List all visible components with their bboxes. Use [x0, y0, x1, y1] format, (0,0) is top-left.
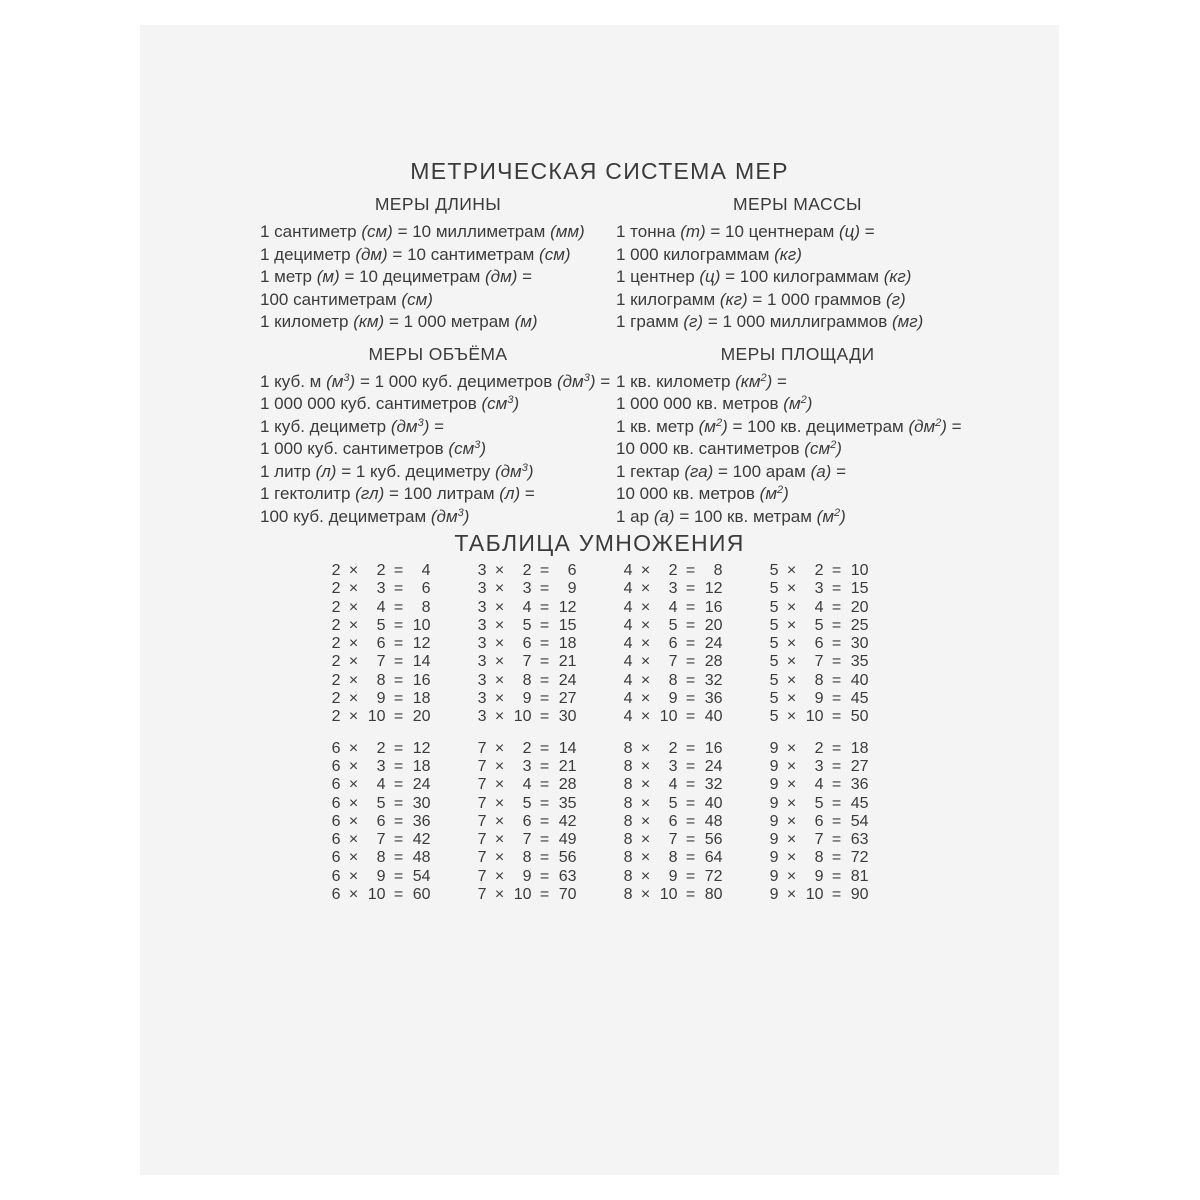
- multiplication-equation: 4 × 9 = 36: [623, 690, 723, 708]
- multiplication-equation: 7 × 6 = 42: [477, 812, 577, 830]
- multiplication-equation: 5 × 9 = 45: [769, 690, 869, 708]
- multiplication-equation: 4 × 7 = 28: [623, 653, 723, 671]
- multiplication-equation: 2 × 3 = 6: [331, 580, 431, 598]
- multiplication-equation: 6 × 6 = 36: [331, 812, 431, 830]
- multiplication-column-3: [477, 562, 577, 727]
- multiplication-equation: 4 × 6 = 24: [623, 635, 723, 653]
- measure-line: 1 куб. дециметр $(дм^3)$ =: [260, 416, 445, 436]
- measure-line: 1 грамм (г) = 1 000 миллиграммов (мг): [616, 312, 924, 331]
- measure-line: 1 дециметр (дм) = 10 сантиметрам (см): [260, 244, 571, 264]
- multiplication-equation: 3 × 5 = 15: [477, 616, 577, 634]
- measure-line: 1 000 килограммам (кг): [616, 244, 802, 264]
- superscript: 3: [507, 394, 514, 406]
- multiplication-equation: 4 × 8 = 32: [623, 671, 723, 689]
- superscript: 3: [474, 439, 481, 451]
- measure-line: 1 метр (м) = 10 дециметрам (дм) =: [260, 267, 533, 286]
- measure-line: 1 тонна (т) = 10 центнерам (ц) =: [616, 222, 875, 241]
- superscript: 3: [457, 506, 464, 519]
- measure-line: 1 000 000 кв. метров $(м^2)$: [616, 394, 813, 413]
- multiplication-equation: 8 × 4 = 32: [623, 776, 723, 794]
- multiplication-column-4: [623, 562, 723, 727]
- measure-line: 100 сантиметрам (см): [260, 289, 433, 309]
- multiplication-equation: 7 × 7 = 49: [477, 831, 577, 849]
- measure-line: 1 центнер (ц) = 100 килограммам (кг): [616, 267, 912, 286]
- superscript: 2: [800, 394, 807, 406]
- measure-line: 100 куб. дециметрам $(дм^3)$: [260, 506, 470, 526]
- multiplication-equation: 3 × 2 = 6: [477, 562, 577, 579]
- section-heading: МЕРЫ ДЛИНЫ: [374, 194, 502, 214]
- measure-line: 10 000 кв. сантиметров $(см^2)$: [616, 439, 842, 458]
- multiplication-equation: 7 × 4 = 28: [477, 776, 577, 794]
- measure-line: 1 ар (а) = 100 кв. метрам $(м^2)$: [616, 506, 846, 526]
- measure-line: 1 куб. м $(м^3) = 1$ 000 куб. дециметров $(дм^3)$ =: [260, 371, 611, 391]
- section-heading: МЕРЫ МАССЫ: [733, 194, 862, 214]
- section-lines: [616, 221, 979, 334]
- multiplication-equation: 7 × 2 = 14: [477, 739, 577, 757]
- page-title: МЕТРИЧЕСКАЯ СИСТЕМА МЕР: [410, 158, 789, 184]
- multiplication-equation: 2 × 7 = 14: [331, 653, 431, 671]
- superscript: 3: [417, 416, 424, 429]
- multiplication-equation: 8 × 6 = 48: [623, 812, 723, 830]
- multiplication-equation: 8 × 5 = 40: [623, 794, 723, 812]
- multiplication-equation: 4 × 5 = 20: [623, 616, 723, 634]
- multiplication-equation: 8 × 10 = 80: [623, 886, 723, 904]
- multiplication-equation: 2 × 8 = 16: [331, 671, 431, 689]
- measure-line: 1 кв. километр $(км^2)$ =: [616, 371, 787, 391]
- multiplication-equation: 6 × 9 = 54: [331, 867, 431, 885]
- section-area: [616, 334, 979, 529]
- multiplication-equation: 3 × 7 = 21: [477, 653, 577, 671]
- multiplication-equation: 3 × 4 = 12: [477, 598, 577, 616]
- multiplication-column-5: [769, 562, 869, 727]
- multiplication-equation: 8 × 3 = 24: [623, 757, 723, 775]
- multiplication-equation: 3 × 6 = 18: [477, 635, 577, 653]
- section-lines: [616, 371, 979, 529]
- measures-sections: [140, 184, 1059, 528]
- multiplication-column-9: [769, 740, 869, 905]
- multiplication-block-1: [331, 562, 869, 727]
- multiplication-equation: 5 × 7 = 35: [769, 653, 869, 671]
- multiplication-equation: 8 × 8 = 64: [623, 849, 723, 867]
- multiplication-equation: 2 × 9 = 18: [331, 690, 431, 708]
- multiplication-column-7: [477, 740, 577, 905]
- multiplication-equation: 9 × 4 = 36: [769, 776, 869, 794]
- multiplication-equation: 5 × 8 = 40: [769, 671, 869, 689]
- measure-line: 1 000 000 куб. сантиметров $(см^3)$: [260, 394, 520, 413]
- multiplication-column-2: [331, 562, 431, 727]
- multiplication-equation: 9 × 3 = 27: [769, 757, 869, 775]
- measure-line: 10 000 кв. метров $(м^2)$: [616, 484, 789, 503]
- section-mass: [616, 184, 979, 334]
- section-length: [260, 184, 616, 334]
- superscript: 2: [715, 416, 723, 429]
- multiplication-title: ТАБЛИЦА УМНОЖЕНИЯ: [454, 530, 745, 556]
- measure-line: 1 кв. метр $(м^2) = 100$ кв. дециметрам $(дм^2)$ =: [616, 416, 962, 436]
- multiplication-column-6: [331, 740, 431, 905]
- section-heading: МЕРЫ ПЛОЩАДИ: [720, 343, 875, 364]
- multiplication-equation: 5 × 5 = 25: [769, 616, 869, 634]
- superscript: 2: [777, 484, 784, 496]
- multiplication-equation: 3 × 10 = 30: [477, 708, 577, 726]
- measure-line: 1 гектар (га) = 100 арам (а) =: [616, 461, 846, 481]
- multiplication-equation: 6 × 4 = 24: [331, 776, 431, 794]
- superscript: 2: [833, 506, 841, 519]
- measure-line: 1 гектолитр (гл) = 100 литрам (л) =: [260, 484, 535, 503]
- superscript: 3: [521, 461, 528, 474]
- multiplication-equation: 4 × 2 = 8: [623, 562, 723, 579]
- multiplication-equation: 4 × 10 = 40: [623, 708, 723, 726]
- superscript: 2: [830, 439, 837, 451]
- multiplication-equation: 2 × 6 = 12: [331, 635, 431, 653]
- multiplication-equation: 7 × 10 = 70: [477, 886, 577, 904]
- multiplication-equation: 9 × 8 = 72: [769, 849, 869, 867]
- reference-sheet: [140, 25, 1059, 1175]
- multiplication-equation: 9 × 5 = 45: [769, 794, 869, 812]
- multiplication-equation: 8 × 2 = 16: [623, 739, 723, 757]
- section-volume: [260, 334, 616, 529]
- multiplication-equation: 2 × 2 = 4: [331, 562, 431, 579]
- multiplication-equation: 8 × 9 = 72: [623, 867, 723, 885]
- superscript: 2: [760, 371, 767, 384]
- multiplication-column-8: [623, 740, 723, 905]
- multiplication-equation: 7 × 3 = 21: [477, 757, 577, 775]
- superscript: 3: [343, 371, 350, 384]
- multiplication-equation: 9 × 2 = 18: [769, 739, 869, 757]
- section-heading: МЕРЫ ОБЪЁМА: [368, 343, 508, 364]
- multiplication-equation: 8 × 7 = 56: [623, 831, 723, 849]
- measure-line: 1 литр (л) = 1 куб. дециметру $(дм^3)$: [260, 461, 534, 481]
- multiplication-equation: 4 × 3 = 12: [623, 580, 723, 598]
- multiplication-equation: 6 × 5 = 30: [331, 794, 431, 812]
- superscript: 3: [583, 371, 590, 384]
- multiplication-equation: 9 × 7 = 63: [769, 831, 869, 849]
- multiplication-equation: 9 × 10 = 90: [769, 886, 869, 904]
- measure-line: 1 000 куб. сантиметров $(см^3)$: [260, 439, 487, 458]
- measure-line: 1 сантиметр (см) = 10 миллиметрам (мм): [260, 222, 585, 241]
- multiplication-equation: 7 × 9 = 63: [477, 867, 577, 885]
- section-lines: [260, 221, 616, 334]
- multiplication-equation: 9 × 9 = 81: [769, 867, 869, 885]
- superscript: 2: [935, 416, 942, 429]
- multiplication-equation: 5 × 3 = 15: [769, 580, 869, 598]
- multiplication-equation: 6 × 10 = 60: [331, 886, 431, 904]
- multiplication-equation: 5 × 2 = 10: [769, 562, 869, 579]
- multiplication-equation: 6 × 3 = 18: [331, 757, 431, 775]
- measure-line: 1 километр (км) = 1 000 метрам (м): [260, 312, 538, 331]
- multiplication-equation: 3 × 8 = 24: [477, 671, 577, 689]
- multiplication-block-2: [331, 740, 869, 905]
- section-lines: [260, 371, 616, 529]
- multiplication-equation: 2 × 5 = 10: [331, 616, 431, 634]
- multiplication-equation: 5 × 4 = 20: [769, 598, 869, 616]
- multiplication-equation: 2 × 4 = 8: [331, 598, 431, 616]
- multiplication-equation: 3 × 3 = 9: [477, 580, 577, 598]
- multiplication-equation: 6 × 7 = 42: [331, 831, 431, 849]
- multiplication-equation: 7 × 5 = 35: [477, 794, 577, 812]
- multiplication-equation: 9 × 6 = 54: [769, 812, 869, 830]
- multiplication-equation: 5 × 10 = 50: [769, 708, 869, 726]
- multiplication-equation: 6 × 2 = 12: [331, 739, 431, 757]
- multiplication-equation: 2 × 10 = 20: [331, 708, 431, 726]
- measure-line: 1 килограмм (кг) = 1 000 граммов (г): [616, 289, 906, 309]
- multiplication-equation: 3 × 9 = 27: [477, 690, 577, 708]
- multiplication-equation: 4 × 4 = 16: [623, 598, 723, 616]
- multiplication-equation: 7 × 8 = 56: [477, 849, 577, 867]
- multiplication-equation: 5 × 6 = 30: [769, 635, 869, 653]
- multiplication-table: [140, 562, 1059, 904]
- multiplication-equation: 6 × 8 = 48: [331, 849, 431, 867]
